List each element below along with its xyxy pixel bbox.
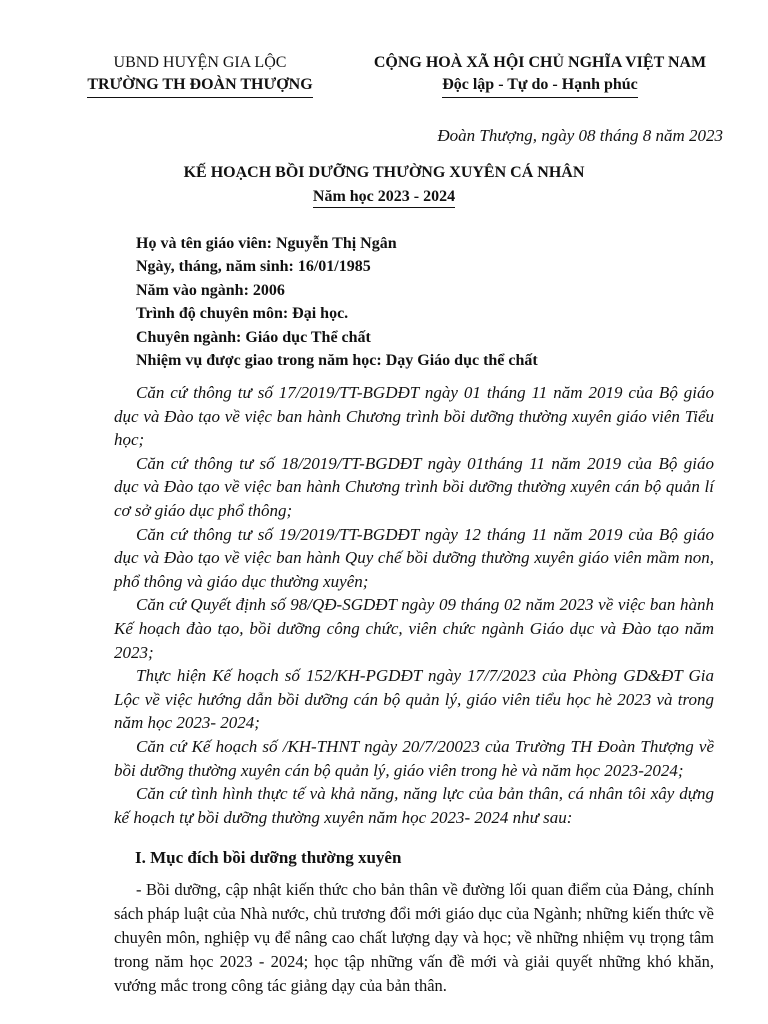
teacher-info	[136, 232, 538, 372]
national-motto-block	[340, 52, 740, 98]
basis-paragraph: Căn cứ Quyết định số 98/QĐ-SGDĐT ngày 09 tháng 02 năm 2023 về việc ban hành Kế hoạch đào tạo, bồi dưỡng công chức, viên chức ngành Giáo dục và Đào tạo năm 2023;	[114, 595, 714, 662]
issuer-district: UBND HUYỆN GIA LỘC	[113, 54, 287, 71]
basis-paragraph: Căn cứ Kế hoạch số /KH-THNT ngày 20/7/20023 của Trường TH Đoàn Thượng về bồi dưỡng thường xuyên cán bộ quản lý, giáo viên trong hè và năm học 2023-2024;	[114, 736, 714, 780]
info-duty: Nhiệm vụ được giao trong năm học: Dạy Giáo dục thể chất	[136, 352, 538, 370]
dateline: Đoàn Thượng, ngày 08 tháng 8 năm 2023	[437, 126, 723, 145]
national-motto: Độc lập - Tự do - Hạnh phúc	[442, 74, 638, 98]
info-major: Chuyên ngành: Giáo dục Thể chất	[136, 328, 371, 346]
basis-paragraph: Căn cứ thông tư số 18/2019/TT-BGDĐT ngày 01tháng 11 năm 2019 của Bộ giáo dục và Đào tạo về việc ban hành Chương trình bồi dưỡng thường xuyên cán bộ quản lí cơ sở giáo dục phổ thông;	[114, 453, 714, 520]
info-start-year: Năm vào ngành: 2006	[136, 281, 285, 299]
issuer-school: TRƯỜNG TH ĐOÀN THƯỢNG	[87, 74, 312, 98]
issuer-block	[60, 52, 340, 98]
basis-paragraph: Căn cứ tình hình thực tế và khả năng, năng lực của bản thân, cá nhân tôi xây dựng kế hoạch tự bồi dưỡng thường xuyên năm học 2023- 2024 như sau:	[114, 784, 714, 827]
basis-paragraph: Thực hiện Kế hoạch số 152/KH-PGDĐT ngày 17/7/2023 của Phòng GD&ĐT Gia Lộc về việc hướng dẫn bồi dưỡng cán bộ quản lý, giáo viên tiểu học hè 2023 và trong năm học 2023- 2024;	[114, 666, 714, 733]
info-birthdate: Ngày, tháng, năm sinh: 16/01/1985	[136, 258, 371, 276]
info-name: Họ và tên giáo viên: Nguyễn Thị Ngân	[136, 235, 397, 252]
legal-bases	[114, 381, 714, 829]
section-heading: I. Mục đích bồi dưỡng thường xuyên	[135, 848, 402, 867]
info-qualification: Trình độ chuyên môn: Đại học.	[136, 305, 349, 323]
national-name: CỘNG HOÀ XÃ HỘI CHỦ NGHĨA VIỆT NAM	[373, 54, 707, 71]
section-paragraph: - Bồi dưỡng, cập nhật kiến thức cho bản thân về đường lối quan điểm của Đảng, chính sách pháp luật của Nhà nước, chủ trương đổi mới giáo dục của Ngành; những kiến thức về chuyên môn, nghiệp vụ để nâng cao chất lượng dạy và học; về những nhiệm vụ trọng tâm trong năm học 2023 - 2024; học tập những vấn đề mới và giải quyết những khó khăn, vướng mắc trong công tác giảng dạy của bản thân.	[114, 880, 714, 995]
basis-paragraph: Căn cứ thông tư số 17/2019/TT-BGDĐT ngày 01 tháng 11 năm 2019 của Bộ giáo dục và Đào tạo về việc ban hành Chương trình bồi dưỡng thường xuyên giáo viên Tiểu học;	[114, 383, 714, 450]
document-subtitle: Năm học 2023 - 2024	[313, 188, 455, 208]
basis-paragraph: Căn cứ thông tư số 19/2019/TT-BGDĐT ngày 12 tháng 11 năm 2019 của Bộ giáo dục và Đào tạo về việc ban hành Quy chế bồi dưỡng thường xuyên giáo viên mầm non, phổ thông và giáo dục thường xuyên;	[114, 524, 714, 591]
section-body	[114, 878, 714, 998]
document-title: KẾ HOẠCH BỒI DƯỠNG THƯỜNG XUYÊN CÁ NHÂN	[183, 164, 585, 181]
